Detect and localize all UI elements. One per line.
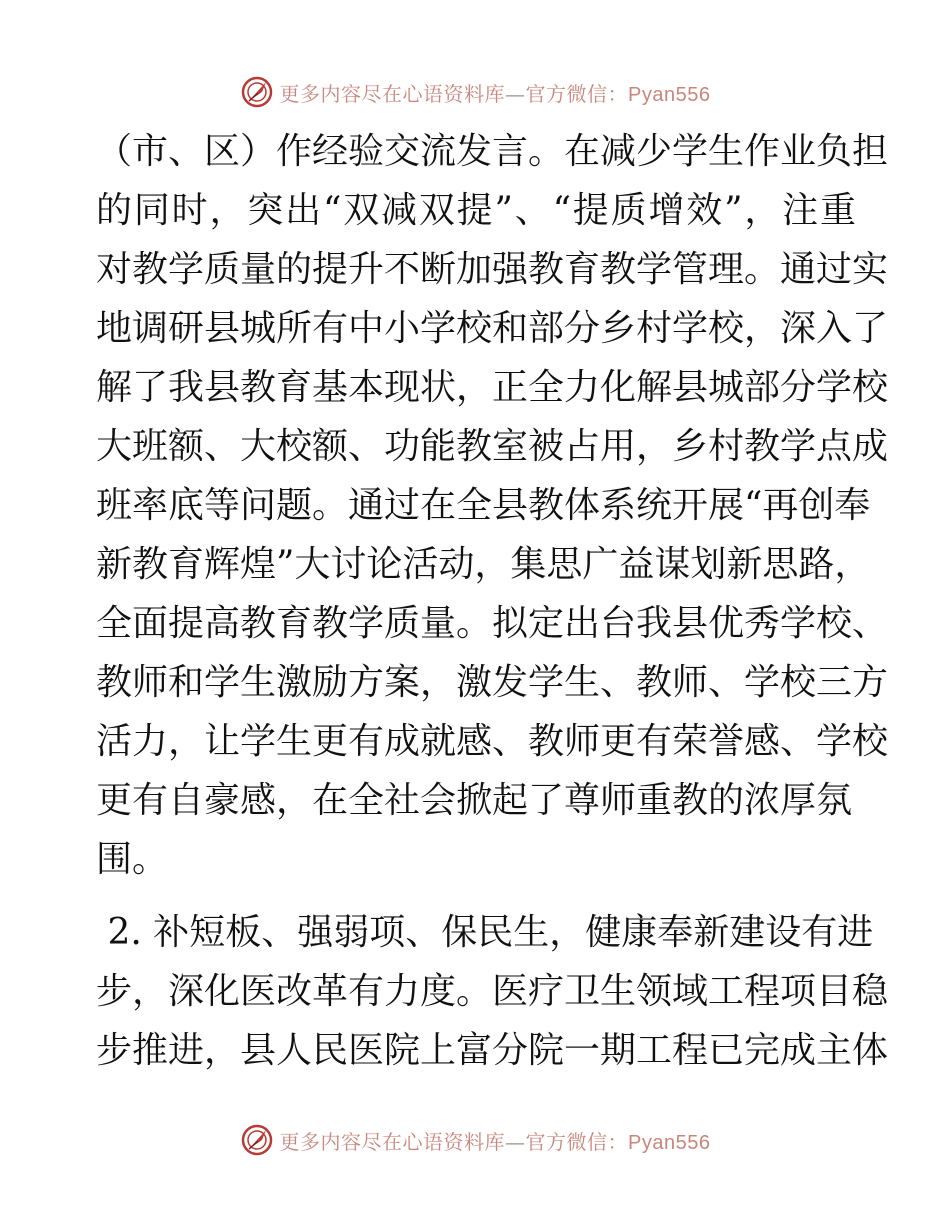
header-wechat-label: 官方微信： (525, 81, 629, 106)
header-brand: 更多内容尽在心语资料库 (279, 81, 506, 106)
paragraph-line: 2. 补短板、强弱项、保民生，健康奉新建设有进 (96, 912, 874, 953)
footer-banner (0, 1120, 950, 1160)
document-body (96, 122, 889, 1080)
paragraph-line: 更有自豪感，在全社会掀起了尊师重教的浓厚氛 (96, 780, 853, 821)
paragraph-line: 活力，让学生更有成就感、教师更有荣誉感、学校 (96, 721, 889, 762)
paragraph-spacer (96, 889, 856, 903)
paragraph-line: 全面提高教育教学质量。拟定出台我县优秀学校、 (96, 603, 889, 644)
paragraph-line: 的同时，突出“双减双提”、“提质增效”，注重 (96, 190, 856, 231)
footer-wechat-id: Pyan556 (628, 1131, 711, 1154)
paragraph-line: 对教学质量的提升不断加强教育教学管理。通过实 (96, 249, 889, 290)
paragraph-line: 步推进，县人民医院上富分院一期工程已完成主体 (96, 1030, 889, 1071)
footer-separator: — (505, 1129, 526, 1154)
footer-text (280, 1126, 711, 1155)
quill-pen-logo-icon (240, 75, 274, 109)
paragraph-line: 教师和学生激励方案，激发学生、教师、学校三方 (96, 662, 889, 703)
paragraph-line: 新教育辉煌”大讨论活动，集思广益谋划新思路， (96, 544, 871, 585)
header-separator: — (505, 81, 526, 106)
paragraph-line: 解了我县教育基本现状，正全力化解县城部分学校 (96, 367, 889, 408)
header-text (280, 78, 711, 107)
paragraph-line: 地调研县城所有中小学校和部分乡村学校，深入了 (96, 308, 889, 349)
paragraph-1 (96, 122, 889, 889)
paragraph-line: 围。 (96, 839, 169, 880)
paragraph-line: 大班额、大校额、功能教室被占用，乡村教学点成 (96, 426, 889, 467)
header-banner (0, 72, 950, 112)
footer-brand: 更多内容尽在心语资料库 (279, 1129, 506, 1154)
footer-wechat-label: 官方微信： (525, 1129, 629, 1154)
quill-pen-logo-icon (240, 1123, 274, 1157)
header-wechat-id: Pyan556 (628, 83, 711, 106)
paragraph-2 (96, 903, 889, 1080)
paragraph-line: 班率底等问题。通过在全县教体系统开展“再创奉 (96, 485, 871, 526)
paragraph-line: 步，深化医改革有力度。医疗卫生领域工程项目稳 (96, 971, 889, 1012)
paragraph-line: （市、区）作经验交流发言。在减少学生作业负担 (96, 131, 889, 172)
